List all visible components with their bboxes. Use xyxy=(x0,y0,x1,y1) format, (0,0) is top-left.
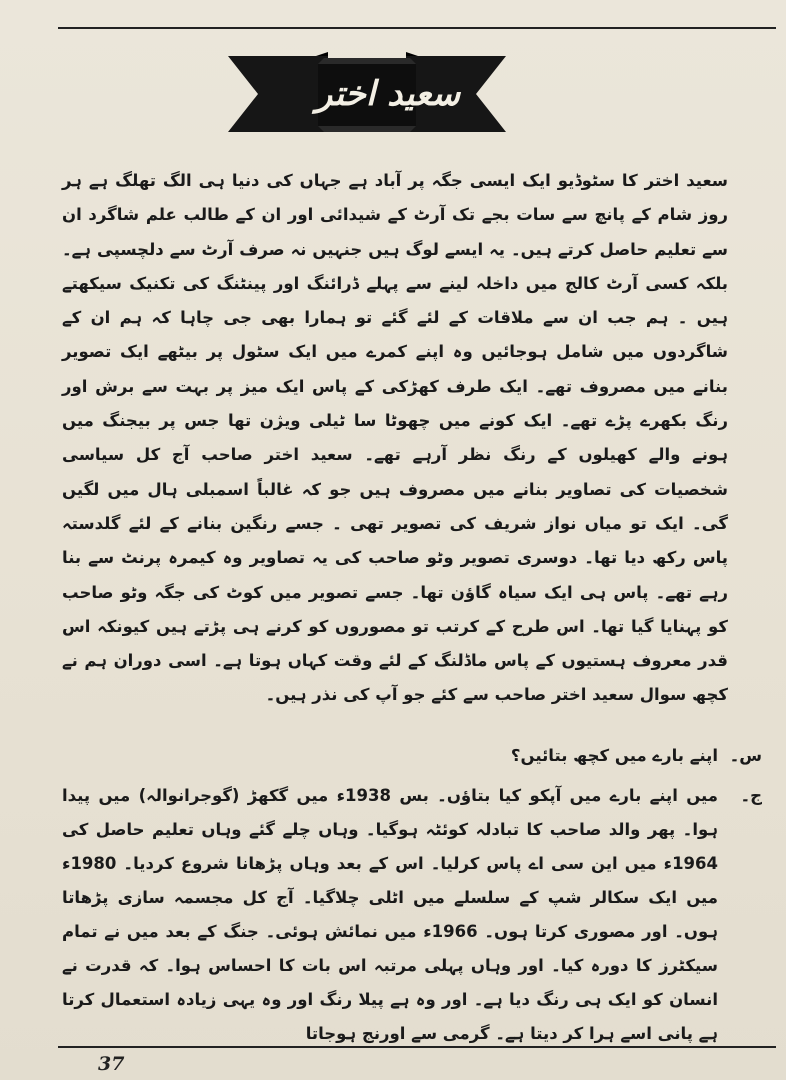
answer-text: میں اپنے بارے میں آپکو کیا بتاؤں۔ بس 1938ء میں گکھڑ (گوجرانوالہ) میں پیدا ہوا۔ پھر والد صاحب کا تبادلہ کوئٹہ ہوگیا۔ وہاں چلے گئے وہاں تعلیم حاصل کی 1964ء میں این سی اے پاس کرلیا۔ اس کے بعد وہاں پڑھانا شروع کردیا۔ 1980ء میں ایک سکالر شپ کے سلسلے میں اٹلی چلاگیا۔ آج کل مجسمہ سازی پڑھاتا ہوں۔ اور مصوری کرتا ہوں۔ 1966ء میں نمائش ہوئی۔ جنگ کے بعد میں نے تمام سیکٹرز کا دورہ کیا۔ اور وہاں پہلی مرتبہ اس بات کا احساس ہوا۔ کہ قدرت نے انسان کو ایک ہی رنگ دیا ہے۔ اور وہ ہے پیلا رنگ اور وہ یہی زیادہ استعمال کرتا ہے پانی اسے ہرا کر دیتا ہے۔ گرمی سے اورنج ہوجاتا xyxy=(62,786,718,1043)
qa-block xyxy=(62,739,762,1051)
page-number: 37 xyxy=(98,1053,125,1075)
top-rule xyxy=(58,27,776,29)
question-marker: س۔ xyxy=(729,746,762,765)
answer-marker: ج۔ xyxy=(740,786,762,805)
bottom-rule xyxy=(58,1046,776,1048)
article-title: سعید اختر xyxy=(315,74,461,114)
answer-row xyxy=(62,779,762,1051)
title-banner xyxy=(228,52,506,138)
intro-paragraph: سعید اختر کا سٹوڈیو ایک ایسی جگہ پر آباد ہے جہاں کی دنیا ہی الگ تھلگ ہے ہر روز شام کے پانچ سے سات بجے تک آرٹ کے شیدائی اور ان کے طالب علم شاگرد ان سے تعلیم حاصل کرتے ہیں۔ یہ ایسے لوگ ہیں جنہیں نہ صرف آرٹ سے دلچسپی ہے۔ بلکہ کسی آرٹ کالج میں داخلہ لینے سے پہلے ڈرائنگ اور پینٹنگ کی تکنیک سیکھتے ہیں ۔ ہم جب ان سے ملاقات کے لئے گئے تو ہمارا بھی جی چاہا کہ ہم ان کے شاگردوں میں شامل ہوجائیں وہ اپنے کمرے میں ایک سٹول پر بیٹھے ایک تصویر بنانے میں مصروف تھے۔ ایک طرف کھڑکی کے پاس ایک میز پر بہت سے برش اور رنگ بکھرے پڑے تھے۔ ایک کونے میں چھوٹا سا ٹیلی ویژن تھا جس پر بیجنگ میں ہونے والے کھیلوں کے رنگ نظر آرہے تھے۔ سعید اختر صاحب آج کل سیاسی شخصیات کی تصاویر بنانے میں مصروف ہیں جو کہ غالباً اسمبلی ہال میں لگیں گی۔ ایک تو میاں نواز شریف کی تصویر تھی ۔ جسے رنگین بنانے کے لئے گلدستہ پاس رکھ دیا تھا۔ دوسری تصویر وٹو صاحب کی یہ تصاویر وہ کیمرہ پرنٹ سے بنا رہے تھے۔ پاس ہی ایک سیاہ گاؤن تھا۔ جسے تصویر میں کوٹ کی جگہ وٹو صاحب کو پہنایا گیا تھا۔ اس طرح کے کرتب تو مصوروں کو کرنے ہی پڑتے ہیں کیونکہ اس قدر معروف ہستیوں کے پاس ماڈلنگ کے لئے وقت کہاں ہوتا ہے۔ اسی دوران ہم نے کچھ سوال سعید اختر صاحب سے کئے جو آپ کی نذر ہیں۔ xyxy=(62,171,729,705)
question-row xyxy=(62,739,762,773)
question-text: اپنے بارے میں کچھ بتائیں؟ xyxy=(510,746,718,765)
